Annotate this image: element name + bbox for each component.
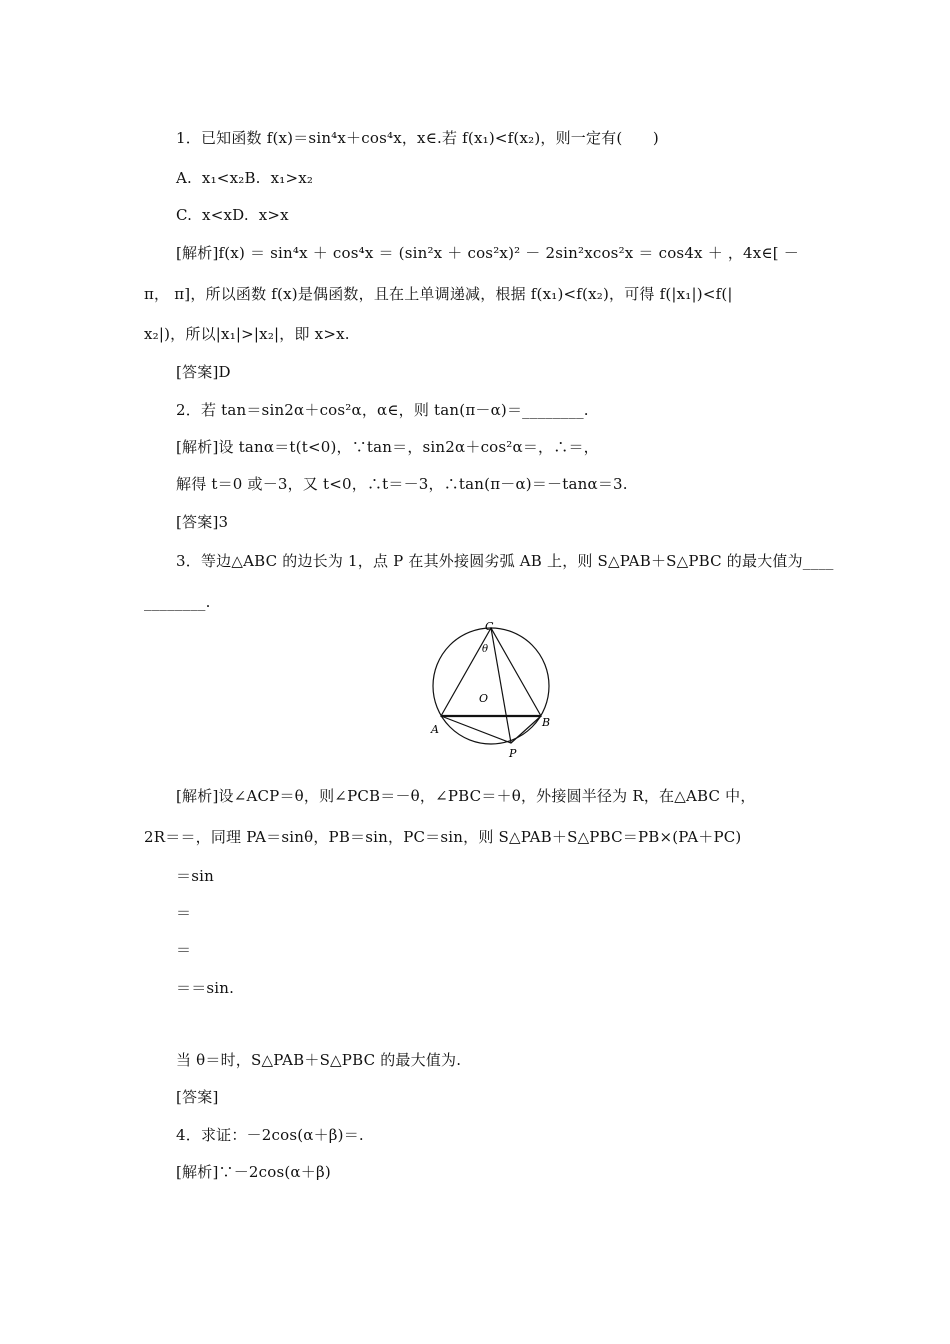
q2-analysis-line2: 解得 t＝0 或－3，又 t<0，∴t＝－3，∴tan(π－α)＝－tanα＝3.: [176, 475, 628, 493]
q2-answer: [答案]3: [176, 513, 229, 531]
label-c: C: [485, 620, 494, 633]
q2-analysis-line1: [解析]设 tanα＝t(t<0)，∵tan＝，sin2α＋cos²α＝，∴＝，: [176, 438, 599, 456]
q1-analysis-line3: x₂|)，所以|x₁|>|x₂|，即 x>x.: [144, 325, 350, 343]
label-b: B: [542, 716, 551, 729]
q3-analysis-line6: ＝＝sin.: [176, 979, 235, 997]
q3-stem: 3．等边△ABC 的边长为 1，点 P 在其外接圆劣弧 AB 上，则 S△PAB＋S△PBC 的最大值为____: [176, 552, 834, 570]
circle-triangle-figure: [425, 616, 557, 764]
q1-options-cd: C. x<xD. x>x: [176, 206, 289, 224]
q3-analysis-line1: [解析]设∠ACP＝θ，则∠PCB＝－θ，∠PBC＝＋θ，外接圆半径为 R，在△ABC 中，: [176, 787, 756, 805]
q3-analysis-line5: ＝: [176, 941, 192, 959]
q3-analysis-line3: ＝sin: [176, 867, 214, 885]
q3-conclusion: 当 θ＝时，S△PAB＋S△PBC 的最大值为.: [176, 1051, 462, 1069]
q3-analysis-line2: 2R＝＝，同理 PA＝sinθ，PB＝sin，PC＝sin，则 S△PAB＋S△PBC＝PB×(PA＋PC): [144, 828, 742, 846]
triangle-abc: [441, 628, 541, 716]
q3-answer: [答案]: [176, 1088, 219, 1106]
label-p: P: [509, 747, 517, 760]
q3-analysis-line4: ＝: [176, 904, 192, 922]
q4-analysis: [解析]∵－2cos(α＋β): [176, 1163, 331, 1181]
q1-analysis-line2: π， π]，所以函数 f(x)是偶函数，且在上单调递减，根据 f(x₁)<f(x₂)，可得 f(|x₁|)<f(|: [144, 285, 733, 303]
q2-stem: 2．若 tan＝sin2α＋cos²α，α∈，则 tan(π－α)＝________.: [176, 401, 589, 419]
q3-blank: ________.: [144, 593, 211, 611]
q1-answer: [答案]D: [176, 363, 231, 381]
label-theta: θ: [482, 644, 489, 655]
q1-analysis-line1: [解析]f(x) ＝ sin⁴x ＋ cos⁴x ＝ (sin²x ＋ cos²x)² － 2sin²xcos²x ＝ cos4x ＋ ，4x∈[ －: [176, 244, 799, 262]
label-a: A: [431, 723, 439, 736]
circumcircle: [433, 628, 549, 744]
label-o: O: [479, 692, 489, 705]
q1-options-ab: A. x₁<x₂B. x₁>x₂: [176, 169, 314, 187]
segments-pa-pb: [441, 716, 541, 743]
q4-stem: 4．求证：－2cos(α＋β)＝.: [176, 1126, 364, 1144]
q1-stem: 1．已知函数 f(x)＝sin⁴x＋cos⁴x，x∈.若 f(x₁)<f(x₂)，则一定有( ): [176, 129, 659, 147]
